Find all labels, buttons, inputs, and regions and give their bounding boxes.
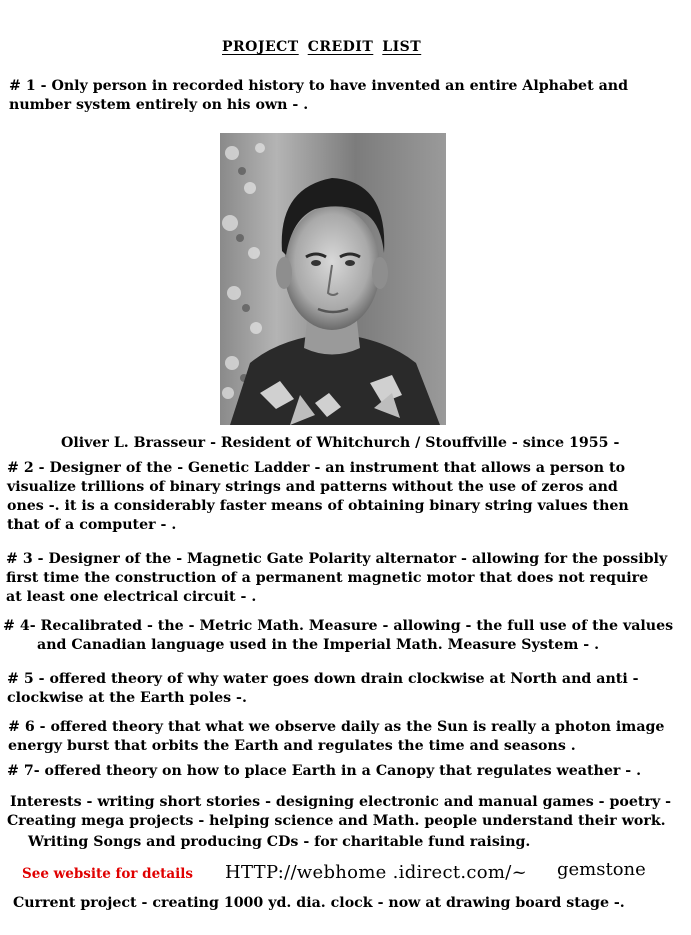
item-4-line-2-text: and Canadian language used in the Imperial Math. Measure System - . — [37, 637, 600, 653]
portrait-photo-icon — [220, 133, 446, 425]
title-word-project: PROJECT — [222, 39, 299, 55]
item-6-line-1: # 6 - offered theory that what we observe daily as the Sun is really a photon image — [8, 719, 665, 735]
item-5-line-2: clockwise at the Earth poles -. — [7, 690, 247, 706]
item-2-line-4: that of a computer - . — [7, 517, 177, 533]
item-4-line-1: # 4- Recalibrated - the - Metric Math. Measure - allowing - the full use of the values — [3, 618, 674, 634]
item-3-line-2: first time the construction of a permanent magnetic motor that does not require — [6, 570, 649, 586]
website-url-link[interactable]: HTTP://webhome .idirect.com/~ — [225, 862, 528, 883]
item-1-line-2: number system entirely on his own - . — [9, 97, 309, 113]
title-word-list: LIST — [382, 39, 422, 55]
item-2-line-1: # 2 - Designer of the - Genetic Ladder - an instrument that allows a person to — [7, 460, 626, 476]
item-5-line-1: # 5 - offered theory of why water goes down drain clockwise at North and anti - — [7, 671, 639, 687]
item-4-line-2 — [6, 636, 599, 655]
item-2-line-3: ones -. it is a considerably faster means of obtaining binary string values then — [7, 498, 629, 514]
item-3-line-3: at least one electrical circuit - . — [6, 589, 257, 605]
item-7: # 7- offered theory on how to place Earth in a Canopy that regulates weather - . — [7, 763, 642, 779]
interests-line-3: Writing Songs and producing CDs - for charitable fund raising. — [28, 834, 531, 850]
item-2-line-2: visualize trillions of binary strings and patterns without the use of zeros and — [7, 479, 618, 495]
current-project: Current project - creating 1000 yd. dia. clock - now at drawing board stage -. — [13, 895, 625, 911]
title-word-credit: CREDIT — [307, 39, 374, 55]
item-6-line-2: energy burst that orbits the Earth and regulates the time and seasons . — [8, 738, 576, 754]
portrait-photo — [220, 133, 446, 425]
interests-line-1: Interests - writing short stories - designing electronic and manual games - poetry - — [10, 794, 672, 810]
website-username[interactable]: gemstone — [557, 859, 646, 880]
item-1-line-1: # 1 - Only person in recorded history to have invented an entire Alphabet and — [9, 78, 628, 94]
item-3-line-1: # 3 - Designer of the - Magnetic Gate Polarity alternator - allowing for the possibly — [6, 551, 668, 567]
website-label: See website for details — [22, 866, 194, 882]
interests-line-2: Creating mega projects - helping science and Math. people understand their work. — [7, 813, 666, 829]
page-title — [222, 38, 421, 57]
photo-caption: Oliver L. Brasseur - Resident of Whitchurch / Stouffville - since 1955 - — [61, 435, 620, 451]
